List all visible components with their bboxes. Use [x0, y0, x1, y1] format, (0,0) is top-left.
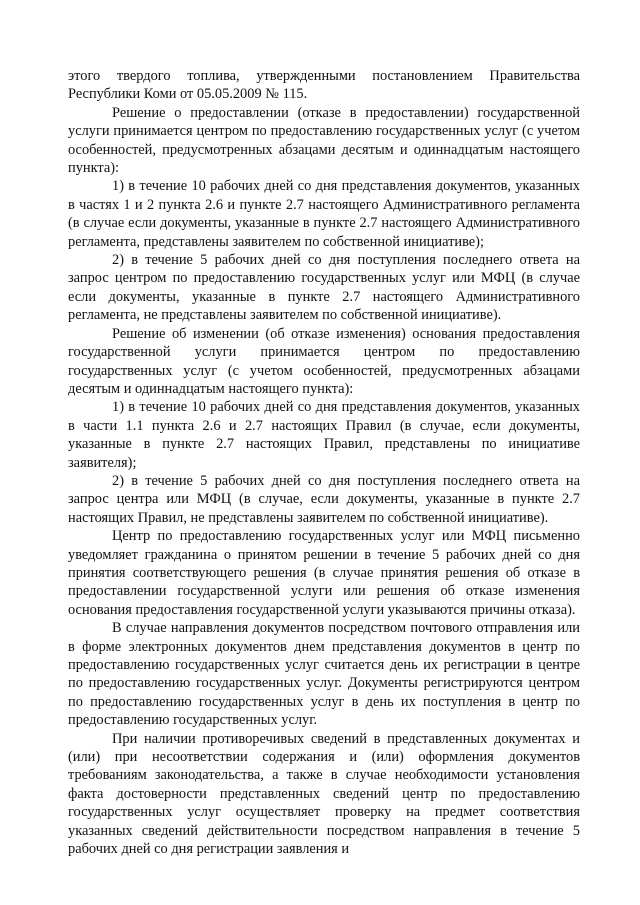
- paragraph: Решение о предоставлении (отказе в предоставлении) государственной услуги принимается центром по предоставлению государственных услуг (с учетом особенностей, предусмотренных абзацами десятым и одиннадцатым настоящего пункта):: [68, 104, 580, 177]
- paragraph: 2) в течение 5 рабочих дней со дня поступления последнего ответа на запрос центра или МФЦ (в случае, если документы, указанные в пункте 2.7 настоящих Правил, не представлены заявителем по собственной инициативе).: [68, 472, 580, 526]
- paragraph: Решение об изменении (об отказе изменения) основания предоставления государственной услуги принимается центром по предоставлению государственных услуг (с учетом особенностей, предусмотренных абзацами десятым и одиннадцатым настоящего пункта):: [68, 325, 580, 397]
- paragraph: этого твердого топлива, утвержденными постановлением Правительства Республики Коми от 05.05.2009 № 115.: [68, 68, 580, 103]
- paragraph: 1) в течение 10 рабочих дней со дня представления документов, указанных в части 1.1 пункта 2.6 и 2.7 настоящих Правил (в случае, если документы, указанные в пункте 2.7 настоящих Правил, представлены по инициативе заявителя);: [68, 399, 580, 471]
- paragraph: 2) в течение 5 рабочих дней со дня поступления последнего ответа на запрос центром по предоставлению государственных услуг или МФЦ (в случае если документы, указанные в пункте 2.7 настоящего Административного регламента, не представлены заявителем по собственной инициативе).: [68, 252, 580, 324]
- paragraph: В случае направления документов посредством почтового отправления или в форме электронных документов днем представления документов в центр по предоставлению государственных услуг считается день их регистрации в центре по предоставлению государственных услуг. Документы регистрируются центром по предоставлению государственных услуг в день их поступления в центр по предоставлению государственных услуг.: [68, 620, 580, 729]
- document-body: [68, 67, 580, 858]
- paragraph: 1) в течение 10 рабочих дней со дня представления документов, указанных в частях 1 и 2 пункта 2.6 и пункте 2.7 настоящего Административного регламента (в случае если документы, указанные в пункте 2.7 настоящего Административного регламента, представлены заявителем по собственной инициативе);: [68, 178, 580, 250]
- paragraph: Центр по предоставлению государственных услуг или МФЦ письменно уведомляет гражданина о принятом решении в течение 5 рабочих дней со дня принятия соответствующего решения (в случае принятия решения об отказе в предоставлении государственной услуги или решения об отказе изменения основания предоставления государственной услуги указываются причины отказа).: [68, 528, 580, 618]
- paragraph: При наличии противоречивых сведений в представленных документах и (или) при несоответствии содержания и (или) оформления документов требованиям законодательства, а также в случае необходимости установления факта достоверности представленных сведений центр по предоставлению государственных услуг осуществляет проверку на предмет соответствия указанных сведений действительности посредством направления в течение 5 рабочих дней со дня регистрации заявления и: [68, 730, 580, 858]
